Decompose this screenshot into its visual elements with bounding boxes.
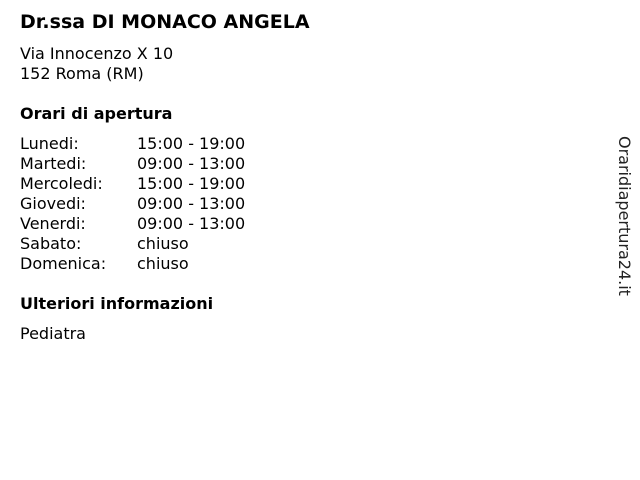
watermark-text: Oraridiapertura24.it [615, 136, 634, 296]
hours-row-wednesday [20, 174, 245, 194]
hours-day: Sabato: [20, 234, 82, 253]
address [20, 44, 173, 84]
hours-row-tuesday [20, 154, 245, 174]
address-city: 152 Roma (RM) [20, 64, 144, 83]
hours-time: 15:00 - 19:00 [137, 134, 246, 153]
hours-time: 15:00 - 19:00 [137, 174, 246, 193]
hours-row-monday [20, 134, 245, 154]
hours-row-thursday [20, 194, 245, 214]
hours-day: Venerdi: [20, 214, 86, 233]
hours-day: Domenica: [20, 254, 107, 273]
hours-time: chiuso [137, 234, 189, 253]
page-title: Dr.ssa DI MONACO ANGELA [20, 11, 310, 33]
address-street: Via Innocenzo X 10 [20, 44, 174, 63]
hours-day: Giovedi: [20, 194, 86, 213]
opening-hours-list [20, 134, 245, 274]
hours-row-saturday [20, 234, 245, 254]
more-info-value: Pediatra [20, 324, 86, 343]
hours-time: 09:00 - 13:00 [137, 154, 246, 173]
hours-time: 09:00 - 13:00 [137, 214, 246, 233]
opening-hours-heading: Orari di apertura [20, 104, 173, 123]
more-info-heading: Ulteriori informazioni [20, 294, 214, 313]
hours-day: Martedi: [20, 154, 87, 173]
hours-row-sunday [20, 254, 245, 274]
watermark [612, 136, 638, 314]
hours-time: 09:00 - 13:00 [137, 194, 246, 213]
hours-time: chiuso [137, 254, 189, 273]
hours-day: Lunedi: [20, 134, 79, 153]
hours-row-friday [20, 214, 245, 234]
hours-day: Mercoledi: [20, 174, 103, 193]
